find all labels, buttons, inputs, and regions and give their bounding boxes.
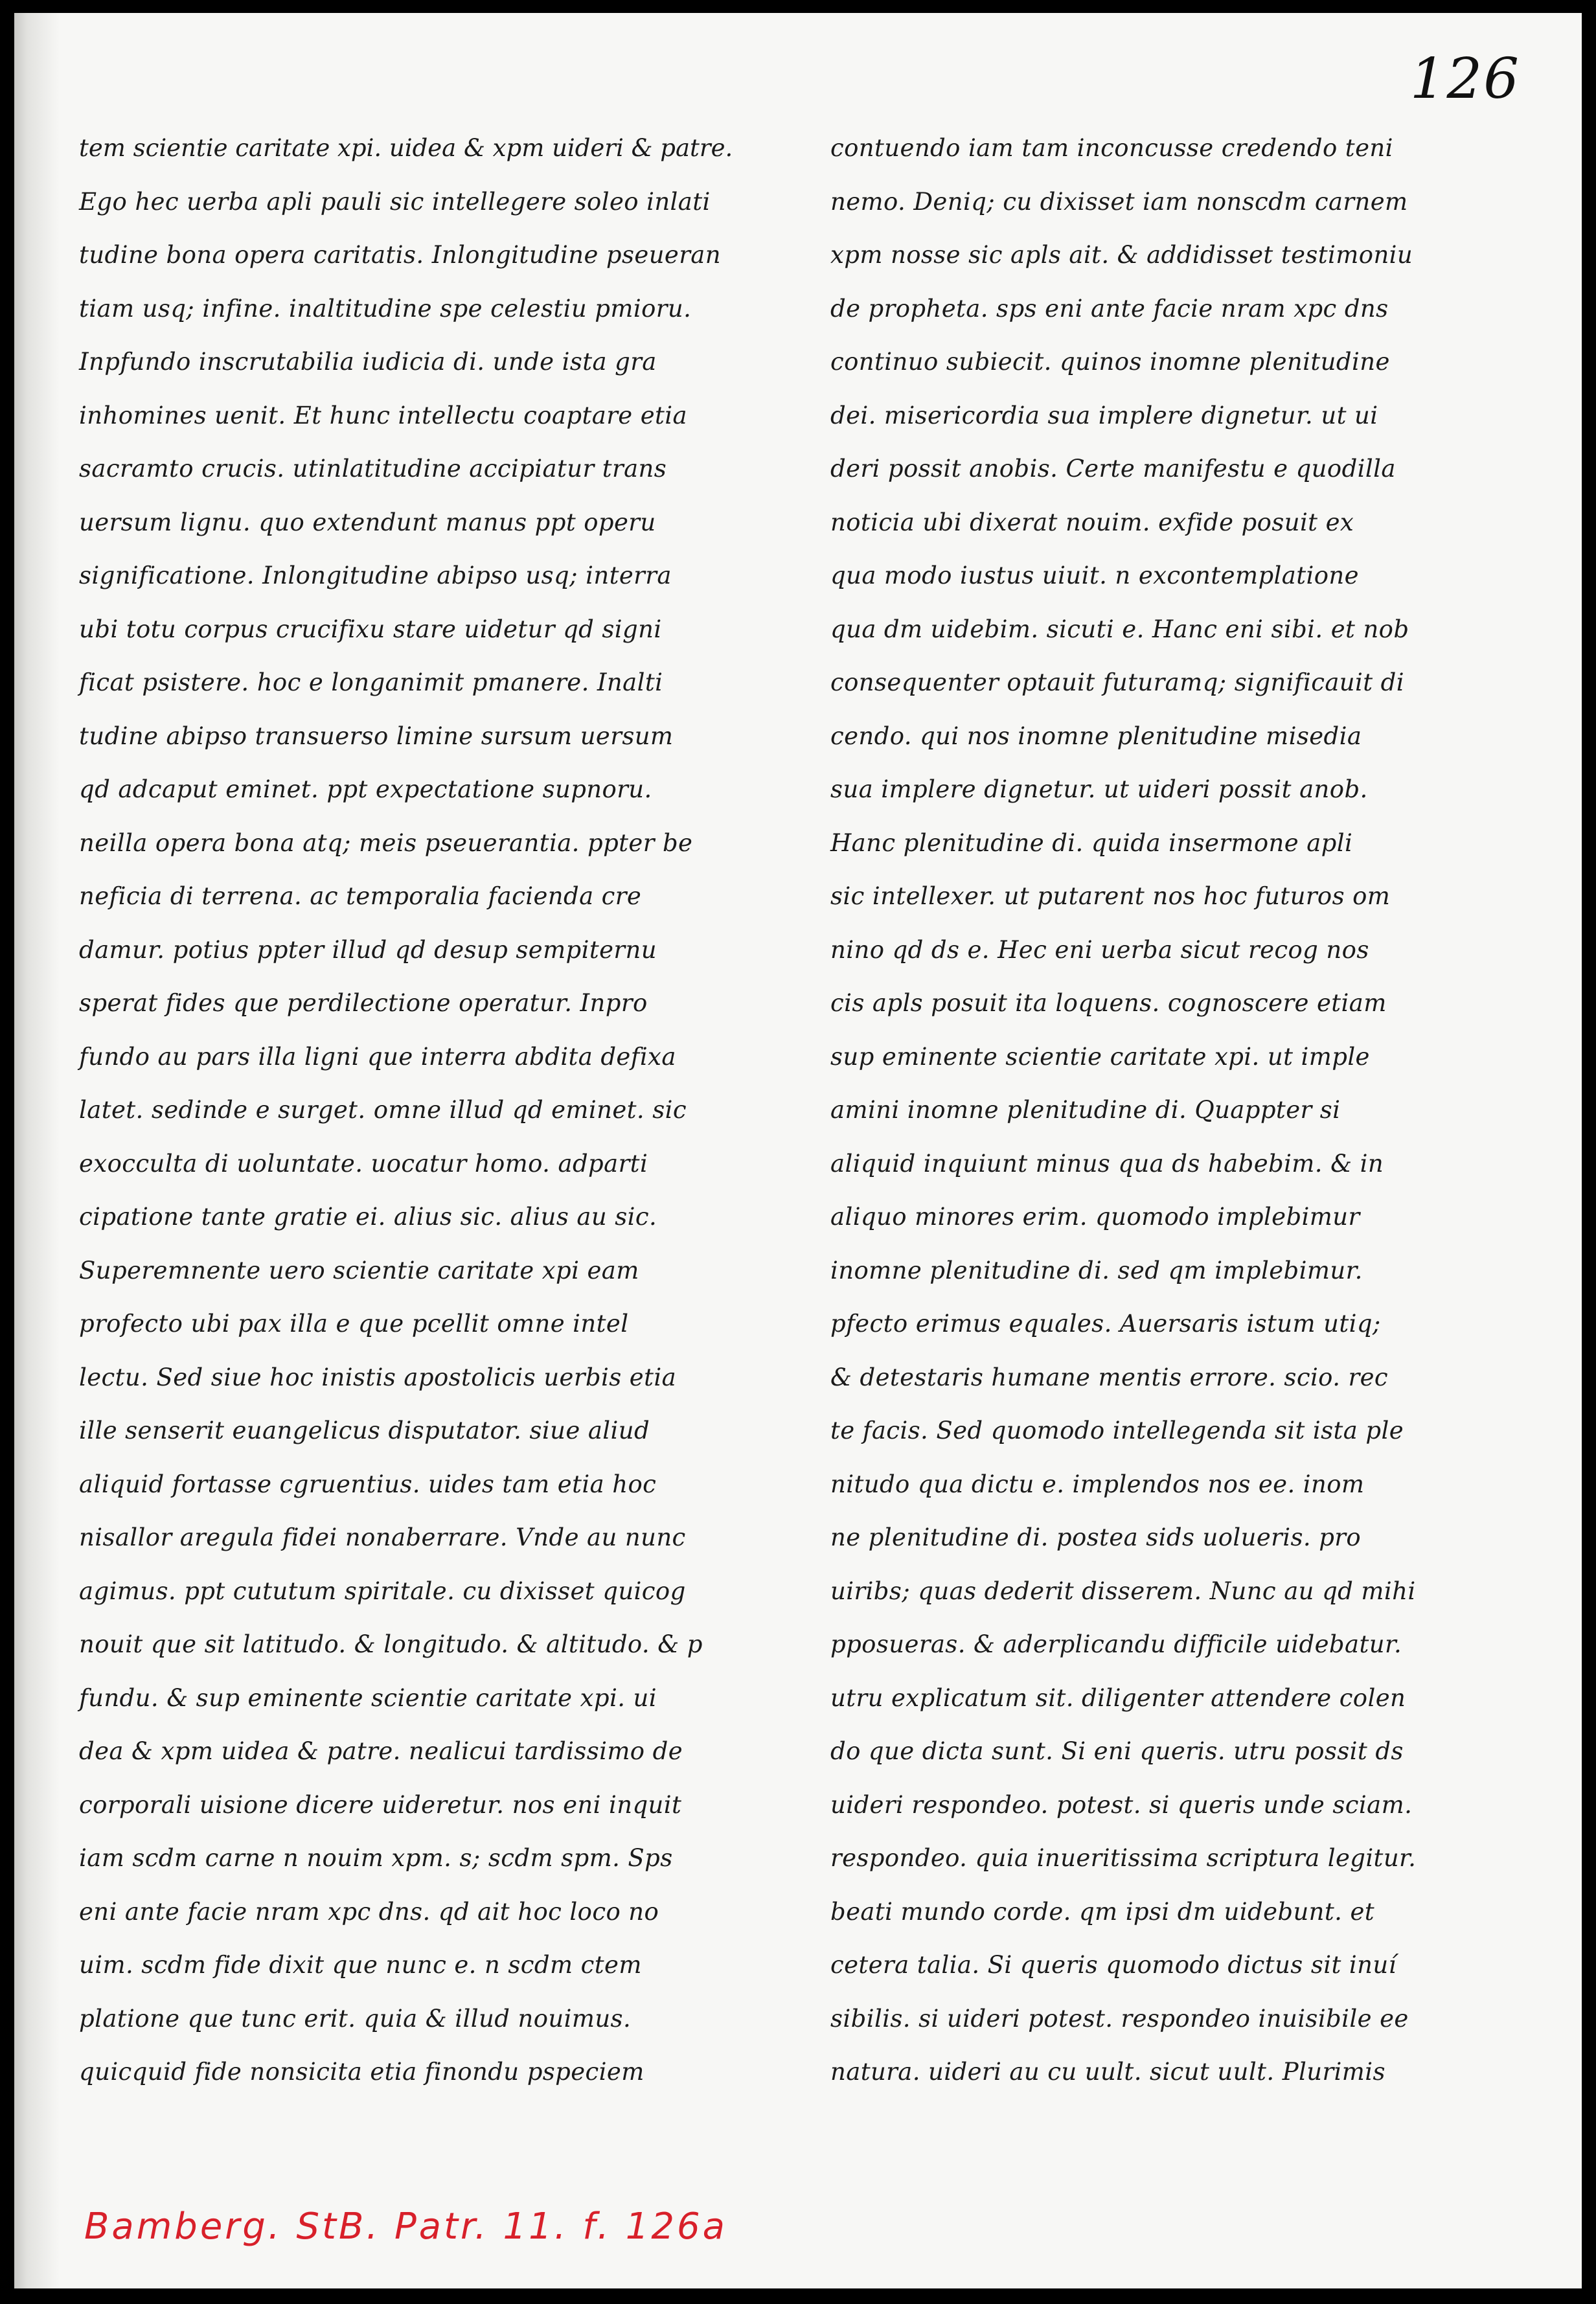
manuscript-line: nisallor aregula fidei nonaberrare. Vnde au nunc (79, 1523, 686, 1551)
manuscript-line: dei. misericordia sua implere dignetur. ut ui (830, 401, 1378, 429)
manuscript-line: inhomines uenit. Et hunc intellectu coaptare etia (79, 401, 687, 429)
manuscript-line: dea & xpm uidea & patre. nealicui tardissimo de (79, 1737, 683, 1765)
manuscript-line: amini inomne plenitudine di. Quappter si (830, 1096, 1341, 1124)
manuscript-line: profecto ubi pax illa e que pcellit omne intel (79, 1310, 629, 1338)
manuscript-line: ille senserit euangelicus disputator. siue aliud (79, 1417, 650, 1444)
manuscript-line: aliquid fortasse cgruentius. uides tam etia hoc (79, 1470, 657, 1498)
manuscript-line: aliquid inquiunt minus qua ds habebim. & in (830, 1149, 1384, 1178)
manuscript-line: beati mundo corde. qm ipsi dm uidebunt. et (830, 1897, 1375, 1926)
manuscript-line: noticia ubi dixerat nouim. exfide posuit ex (830, 508, 1354, 536)
manuscript-line: deri possit anobis. Certe manifestu e quodilla (830, 455, 1396, 483)
manuscript-line: neilla opera bona atq; meis pseuerantia. ppter be (79, 828, 693, 857)
manuscript-line: lectu. Sed siue hoc inistis apostolicis uerbis etia (79, 1363, 677, 1391)
manuscript-line: qua modo iustus uiuit. n excontemplatione (830, 562, 1359, 589)
manuscript-line: cendo. qui nos inomne plenitudine misedia (830, 722, 1362, 750)
manuscript-line: uiribs; quas dederit disserem. Nunc au qd mihi (830, 1577, 1416, 1605)
binding-gutter (14, 13, 60, 2288)
manuscript-line: Ego hec uerba apli pauli sic intellegere soleo inlati (79, 187, 711, 216)
manuscript-line: continuo subiecit. quinos inomne plenitudine (830, 348, 1390, 376)
folio-number: 126 (1409, 47, 1520, 111)
manuscript-line: nitudo qua dictu e. implendos nos ee. inom (830, 1470, 1365, 1498)
manuscript-line: cis apls posuit ita loquens. cognoscere etiam (830, 989, 1387, 1017)
manuscript-line: significatione. Inlongitudine abipso usq; interra (79, 562, 672, 589)
manuscript-line: Superemnente uero scientie caritate xpi eam (79, 1256, 639, 1284)
manuscript-line: ficat psistere. hoc e longanimit pmanere. Inalti (79, 668, 663, 696)
manuscript-line: natura. uideri au cu uult. sicut uult. Plurimis (830, 2058, 1385, 2086)
manuscript-line: ne plenitudine di. postea sids uolueris. pro (830, 1523, 1362, 1551)
right-text-column (830, 122, 1494, 2099)
manuscript-line: fundu. & sup eminente scientie caritate xpi. ui (79, 1683, 657, 1712)
manuscript-line: tem scientie caritate xpi. uidea & xpm uideri & patre. (79, 134, 733, 162)
manuscript-line: utru explicatum sit. diligenter attendere colen (830, 1683, 1406, 1712)
manuscript-line: sic intellexer. ut putarent nos hoc futuros om (830, 882, 1391, 910)
manuscript-line: & detestaris humane mentis errore. scio. rec (830, 1363, 1389, 1391)
manuscript-line: sibilis. si uideri potest. respondeo inuisibile ee (830, 2004, 1409, 2033)
manuscript-line: exocculta di uoluntate. uocatur homo. adparti (79, 1149, 648, 1178)
manuscript-line: Hanc plenitudine di. quida insermone apli (830, 828, 1353, 857)
manuscript-line: iam scdm carne n nouim xpm. s; scdm spm. Sps (79, 1844, 673, 1872)
manuscript-line: sacramto crucis. utinlatitudine accipiatur trans (79, 455, 667, 483)
manuscript-line: platione que tunc erit. quia & illud nouimus. (79, 2004, 632, 2033)
manuscript-line: nino qd ds e. Hec eni uerba sicut recog nos (830, 935, 1369, 964)
manuscript-line: corporali uisione dicere uideretur. nos eni inquit (79, 1790, 682, 1819)
manuscript-page (14, 13, 1582, 2288)
manuscript-line: uideri respondeo. potest. si queris unde sciam. (830, 1790, 1413, 1819)
manuscript-line: sup eminente scientie caritate xpi. ut imple (830, 1042, 1370, 1071)
manuscript-line: sperat fides que perdilectione operatur. Inpro (79, 989, 648, 1017)
manuscript-line: pposueras. & aderplicandu difficile uidebatur. (830, 1630, 1402, 1658)
manuscript-line: tudine abipso transuerso limine sursum uersum (79, 722, 674, 750)
manuscript-line: aliquo minores erim. quomodo implebimur (830, 1203, 1360, 1231)
manuscript-line: quicquid fide nonsicita etia finondu pspeciem (79, 2058, 644, 2086)
manuscript-line: de propheta. sps eni ante facie nram xpc dns (830, 294, 1389, 323)
manuscript-line: pfecto erimus equales. Auersaris istum utiq; (830, 1310, 1381, 1338)
manuscript-line: sua implere dignetur. ut uideri possit anob. (830, 775, 1368, 803)
manuscript-line: xpm nosse sic apls ait. & addidisset testimoniu (830, 241, 1413, 269)
manuscript-line: damur. potius ppter illud qd desup sempiternu (79, 935, 657, 964)
manuscript-line: do que dicta sunt. Si eni queris. utru possit ds (830, 1737, 1404, 1765)
manuscript-line: nemo. Deniq; cu dixisset iam nonscdm carnem (830, 187, 1408, 216)
manuscript-line: Inpfundo inscrutabilia iudicia di. unde ista gra (79, 348, 657, 376)
manuscript-line: neficia di terrena. ac temporalia facienda cre (79, 882, 642, 910)
manuscript-line: cipatione tante gratie ei. alius sic. alius au sic. (79, 1203, 657, 1231)
manuscript-line: nouit que sit latitudo. & longitudo. & altitudo. & p (79, 1630, 703, 1658)
manuscript-line: respondeo. quia inueritissima scriptura legitur. (830, 1844, 1417, 1872)
manuscript-line: tiam usq; infine. inaltitudine spe celestiu pmioru. (79, 294, 692, 323)
shelfmark-annotation: Bamberg. StB. Patr. 11. f. 126a (84, 2206, 727, 2248)
manuscript-line: uersum lignu. quo extendunt manus ppt operu (79, 508, 656, 536)
manuscript-line: uim. scdm fide dixit que nunc e. n scdm ctem (79, 1951, 642, 1979)
manuscript-line: ubi totu corpus crucifixu stare uidetur qd signi (79, 615, 662, 643)
manuscript-line: tudine bona opera caritatis. Inlongitudine pseueran (79, 241, 721, 269)
left-text-column (79, 122, 743, 2099)
manuscript-line: cetera talia. Si queris quomodo dictus sit inuí (830, 1951, 1396, 1979)
manuscript-line: agimus. ppt cututum spiritale. cu dixisset quicog (79, 1577, 686, 1605)
manuscript-line: consequenter optauit futuramq; significauit di (830, 668, 1405, 696)
manuscript-line: inomne plenitudine di. sed qm implebimur. (830, 1256, 1363, 1284)
manuscript-line: te facis. Sed quomodo intellegenda sit ista ple (830, 1417, 1404, 1444)
manuscript-line: contuendo iam tam inconcusse credendo teni (830, 134, 1393, 162)
manuscript-line: qua dm uidebim. sicuti e. Hanc eni sibi. et nob (830, 615, 1409, 643)
manuscript-line: latet. sedinde e surget. omne illud qd eminet. sic (79, 1096, 687, 1124)
manuscript-line: qd adcaput eminet. ppt expectatione supnoru. (79, 775, 652, 803)
manuscript-line: fundo au pars illa ligni que interra abdita defixa (79, 1042, 676, 1071)
manuscript-line: eni ante facie nram xpc dns. qd ait hoc loco no (79, 1897, 659, 1926)
